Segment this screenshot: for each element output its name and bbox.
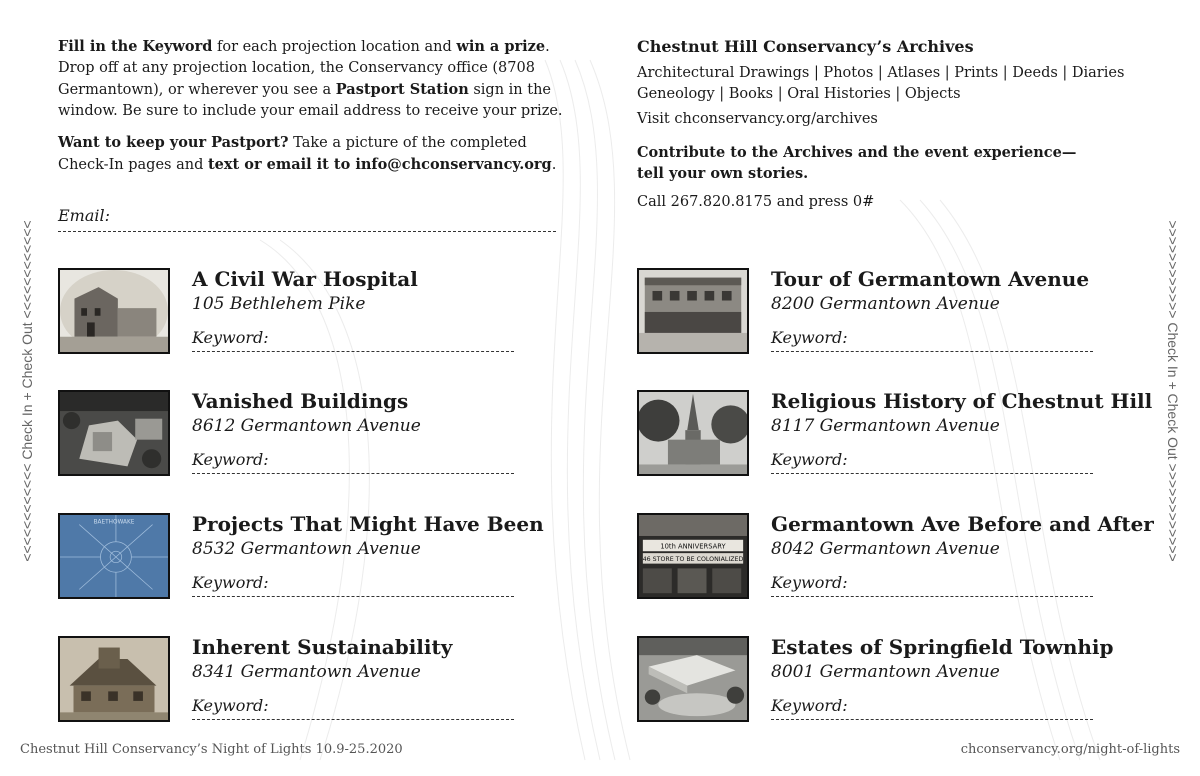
inherent-sustainability-photo xyxy=(58,636,170,722)
location-tour-germantown xyxy=(637,268,1137,360)
location-address: 8612 Germantown Avenue xyxy=(192,416,421,436)
location-vanished-buildings xyxy=(58,390,558,482)
keyword-field[interactable] xyxy=(192,573,514,597)
location-address: 8532 Germantown Avenue xyxy=(192,539,421,559)
location-civil-war-hospital xyxy=(58,268,558,360)
keyword-field[interactable] xyxy=(771,696,1093,720)
intro-instructions xyxy=(58,36,578,186)
archives-visit: Visit chconservancy.org/archives xyxy=(637,111,878,127)
pastport-station-bold: Pastport Station xyxy=(335,81,469,98)
location-inherent-sustainability xyxy=(58,636,558,728)
location-before-after xyxy=(637,512,1154,605)
email-field[interactable] xyxy=(58,206,556,232)
location-title: Inherent Sustainability xyxy=(192,635,453,659)
location-title: Estates of Springfield Townhip xyxy=(771,635,1114,659)
keyword-label: Keyword: xyxy=(192,573,269,592)
archives-list-line: Geneology | Books | Oral Histories | Objects xyxy=(637,86,961,102)
keyword-field[interactable] xyxy=(771,328,1093,352)
win-prize-bold: win a prize xyxy=(456,38,546,55)
intro-text: . Drop off at any projection location, the Conservancy office (8708 Germantown), or wherever you see a xyxy=(58,39,550,98)
archives-list xyxy=(637,63,1157,105)
storefront-photo xyxy=(637,513,749,599)
estate-aerial-photo xyxy=(637,636,749,722)
keyword-label: Keyword: xyxy=(192,450,269,469)
side-label-left-text: <<<<<<<<<<<< Check In + Check Out <<<<<<<<<<<< xyxy=(19,220,35,562)
blueprint-caption: BAETHOWAKE xyxy=(93,519,135,526)
contribute-text xyxy=(637,142,1157,184)
tour-germantown-photo xyxy=(637,268,749,354)
sign-line-2: 46 STORE TO BE COLONIALIZED xyxy=(642,555,744,563)
blueprint-photo xyxy=(58,513,170,599)
keyword-label: Keyword: xyxy=(192,328,269,347)
keyword-field[interactable] xyxy=(192,328,514,352)
footer-event-title: Chestnut Hill Conservancy’s Night of Lights 10.9-25.2020 xyxy=(20,742,403,757)
vanished-buildings-photo xyxy=(58,390,170,476)
keyword-field[interactable] xyxy=(771,573,1093,597)
location-address: 8042 Germantown Avenue xyxy=(771,539,1000,559)
location-title: A Civil War Hospital xyxy=(192,267,418,291)
footer-url[interactable]: chconservancy.org/night-of-lights xyxy=(960,742,1180,757)
side-label-right-text: >>>>>>>>>>>> Check In + Check Out >>>>>>>>>>>> xyxy=(1165,220,1181,562)
keyword-field[interactable] xyxy=(192,450,514,474)
keyword-label: Keyword: xyxy=(771,696,848,715)
church-photo xyxy=(637,390,749,476)
location-projects-might-have-been xyxy=(58,513,558,605)
location-address: 105 Bethlehem Pike xyxy=(192,294,366,314)
keyword-label: Keyword: xyxy=(192,696,269,715)
location-title: Religious History of Chestnut Hill xyxy=(771,389,1153,413)
location-title: Germantown Ave Before and After xyxy=(771,512,1154,536)
side-label-right xyxy=(1160,208,1186,574)
email-label: Email: xyxy=(58,206,111,225)
location-address: 8200 Germantown Avenue xyxy=(771,294,1000,314)
archives-call: Call 267.820.8175 and press 0# xyxy=(637,194,875,210)
intro-text: Take a picture of the completed Check-In pages and xyxy=(58,135,527,173)
intro-text: sign in the window. Be sure to include your email address to receive your prize. xyxy=(58,82,563,119)
archives-heading: Chestnut Hill Conservancy’s Archives xyxy=(637,37,974,56)
intro-text: for each projection location and xyxy=(212,39,457,55)
location-address: 8341 Germantown Avenue xyxy=(192,662,421,682)
sign-line-1: 10th ANNIVERSARY xyxy=(660,542,726,551)
location-address: 8117 Germantown Avenue xyxy=(771,416,1000,436)
intro-paragraph-keep xyxy=(58,132,578,176)
keyword-field[interactable] xyxy=(192,696,514,720)
contribute-line: Contribute to the Archives and the event experience— xyxy=(637,144,1077,161)
contribute-line: tell your own stories. xyxy=(637,165,809,182)
fill-keyword-bold: Fill in the Keyword xyxy=(58,38,213,55)
side-label-left xyxy=(14,208,40,574)
archives-list-line: Architectural Drawings | Photos | Atlases | Prints | Deeds | Diaries xyxy=(637,65,1125,81)
location-estates-springfield xyxy=(637,636,1137,728)
keyword-label: Keyword: xyxy=(771,450,848,469)
keyword-label: Keyword: xyxy=(771,573,848,592)
location-title: Vanished Buildings xyxy=(192,389,409,413)
intro-paragraph-prize xyxy=(58,36,578,122)
location-title: Projects That Might Have Been xyxy=(192,512,544,536)
keyword-label: Keyword: xyxy=(771,328,848,347)
keep-pastport-bold: Want to keep your Pastport? xyxy=(58,134,289,151)
location-religious-history xyxy=(637,389,1153,482)
text-email-bold: text or email it to info@chconservancy.org xyxy=(207,156,552,173)
civil-war-hospital-photo xyxy=(58,268,170,354)
keyword-field[interactable] xyxy=(771,450,1093,474)
location-address: 8001 Germantown Avenue xyxy=(771,662,1000,682)
location-title: Tour of Germantown Avenue xyxy=(771,267,1090,291)
archives-info xyxy=(637,36,1157,217)
intro-text: . xyxy=(551,157,557,173)
